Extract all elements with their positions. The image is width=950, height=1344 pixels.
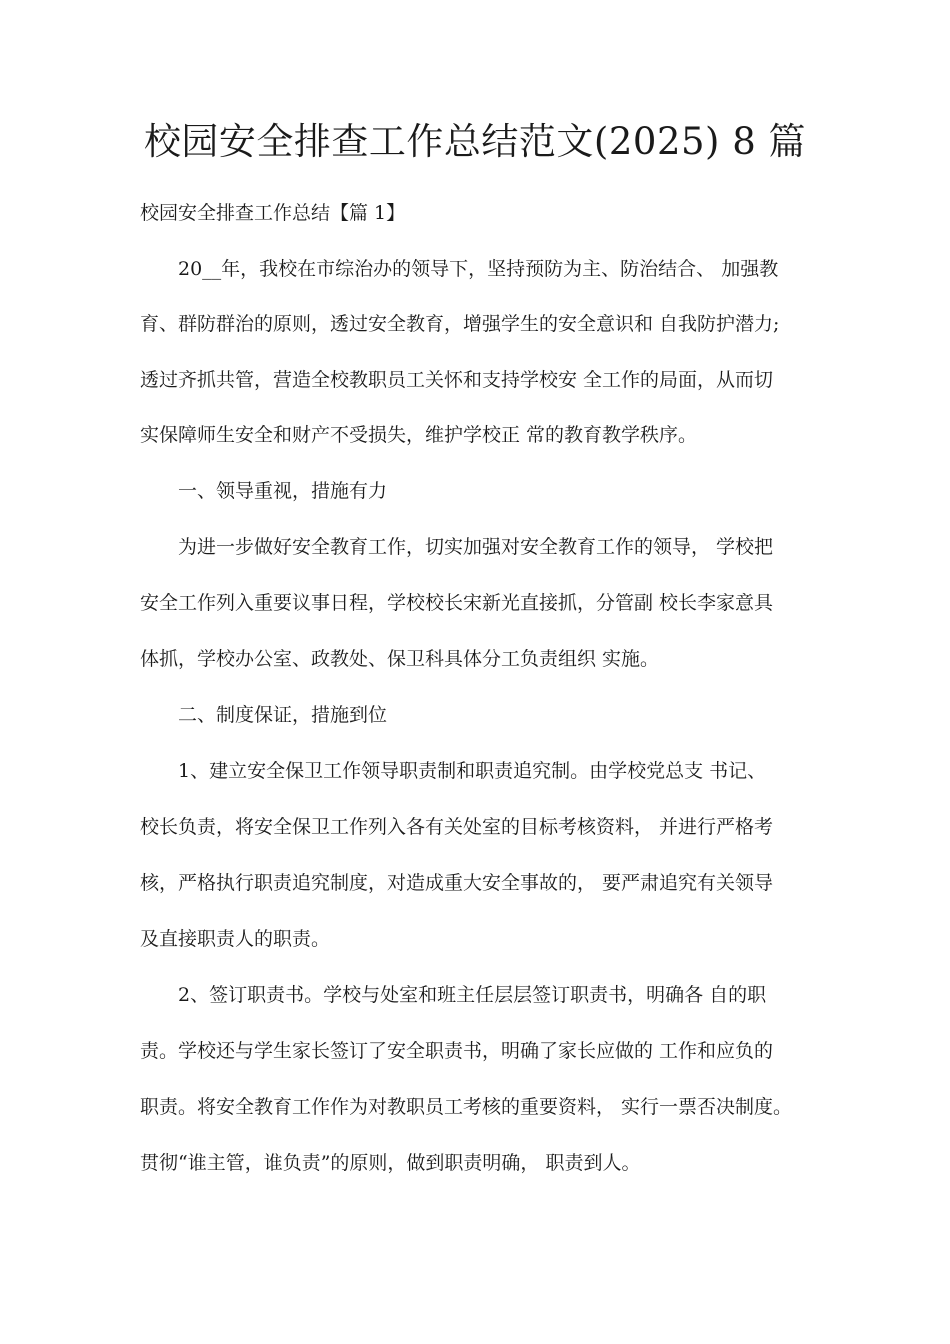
- paragraph-4-line-3: 职责。将安全教育工作作为对教职员工考核的重要资料， 实行一票否决制度。: [140, 1096, 793, 1118]
- paragraph-1-line-2: 育、群防群治的原则，透过安全教育，增强学生的安全意识和 自我防护潜力;: [140, 313, 780, 335]
- paragraph-4-line-1: 2、签订职责书。学校与处室和班主任层层签订职责书，明确各 自的职: [140, 984, 767, 1006]
- paragraph-1-line-4: 实保障师生安全和财产不受损失，维护学校正 常的教育教学秩序。: [140, 424, 698, 446]
- paragraph-2-line-1: 为进一步做好安全教育工作，切实加强对安全教育工作的领导， 学校把: [140, 536, 774, 558]
- heading-1: 一、领导重视，措施有力: [140, 480, 388, 502]
- paragraph-4-line-4: 贯彻“谁主管，谁负责”的原则，做到职责明确， 职责到人。: [140, 1152, 641, 1174]
- paragraph-2-line-2: 安全工作列入重要议事日程，学校校长宋新光直接抓，分管副 校长李家意具: [140, 592, 774, 614]
- paragraph-3-line-4: 及直接职责人的职责。: [140, 928, 331, 950]
- paragraph-3-line-1: 1、建立安全保卫工作领导职责制和职责追究制。由学校党总支 书记、: [140, 760, 767, 782]
- document-title: 校园安全排查工作总结范文(2025) 8 篇: [143, 120, 807, 163]
- heading-2: 二、制度保证，措施到位: [140, 704, 388, 726]
- paragraph-3-line-3: 核，严格执行职责追究制度，对造成重大安全事故的， 要严肃追究有关领导: [140, 872, 774, 894]
- paragraph-4-line-2: 责。学校还与学生家长签订了安全职责书，明确了家长应做的 工作和应负的: [140, 1040, 774, 1062]
- paragraph-1-line-1: 20__年，我校在市综治办的领导下，坚持预防为主、防治结合、 加强教: [140, 258, 779, 280]
- paragraph-2-line-3: 体抓，学校办公室、政教处、保卫科具体分工负责组织 实施。: [140, 648, 660, 670]
- section-heading: 校园安全排查工作总结【篇 1】: [140, 202, 406, 224]
- paragraph-3-line-2: 校长负责，将安全保卫工作列入各有关处室的目标考核资料， 并进行严格考: [140, 816, 774, 838]
- paragraph-1-line-3: 透过齐抓共管，营造全校教职员工关怀和支持学校安 全工作的局面，从而切: [140, 369, 774, 391]
